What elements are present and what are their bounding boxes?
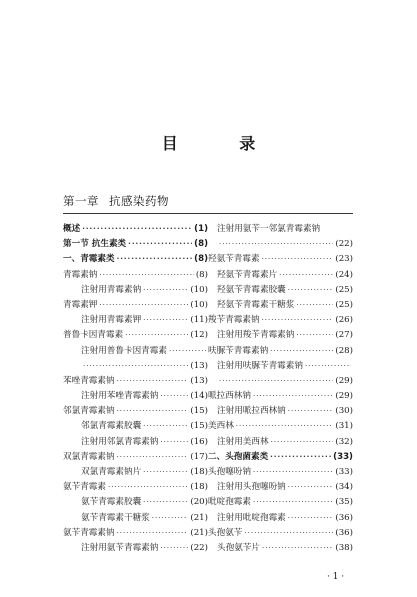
toc-entry (63, 480, 208, 495)
dot-leader (99, 298, 188, 313)
toc-heading: 目 录 (161, 134, 284, 153)
toc-entry-title: 注射用吡啶孢霉素 (217, 512, 286, 523)
toc-entry (63, 328, 208, 343)
toc-entry-page: (29) (335, 391, 353, 402)
toc-entry-page: (8) (195, 269, 208, 280)
toc-entry (63, 283, 208, 298)
toc-entry (63, 419, 208, 434)
toc-entry-page: (28) (335, 345, 353, 356)
dot-leader (169, 344, 206, 359)
dot-leader (108, 480, 188, 495)
dot-leader (143, 283, 188, 298)
toc-entry (208, 495, 353, 510)
toc-entry-title: 注射用哌拉西林钠 (217, 406, 286, 417)
toc-entry (208, 435, 353, 450)
toc-entry (208, 298, 353, 313)
dot-leader (160, 541, 188, 556)
toc-entry (63, 252, 208, 267)
toc-entry (63, 268, 208, 283)
toc-entry (63, 435, 208, 450)
toc-entry-page: (22) (190, 542, 208, 553)
toc-entry-title: 注射用美西林 (217, 436, 269, 447)
toc-entry-title: 美西林 (208, 421, 234, 432)
toc-entry-title: 头孢氨苄 (208, 527, 243, 538)
toc-entry-page: (36) (335, 527, 353, 538)
dot-leader (219, 374, 333, 389)
toc-entry-title: 头孢噻吩钠 (208, 467, 251, 477)
toc-entry-title: 注射用青霉素钾 (81, 315, 142, 326)
toc-entry-title: 双氯青霉素钠 (63, 451, 115, 462)
toc-entry (208, 541, 353, 556)
toc-entry-title: 注射用普鲁卡因青霉素 (81, 345, 167, 356)
toc-entry-page: (1) (194, 224, 208, 234)
toc-entry (63, 495, 208, 510)
toc-entry-title: 羟氨苄青霉素片 (217, 269, 278, 280)
dot-leader (305, 359, 351, 374)
toc-entry-title: 氨苄青霉素胶囊 (81, 497, 142, 508)
dot-leader (117, 450, 189, 465)
toc-entry-title: 注射用苯唑青霉素钠 (81, 391, 159, 402)
toc-entry-page: (17) (190, 451, 208, 462)
dot-leader (117, 526, 189, 541)
toc-entry (208, 268, 353, 283)
toc-entry-page: (8) (194, 254, 208, 265)
dot-leader (253, 465, 333, 480)
toc-entry (208, 389, 353, 404)
dot-leader (288, 404, 334, 419)
toc-entry-title: 二、头孢菌素类 (208, 451, 269, 462)
dot-leader (262, 541, 333, 556)
dot-leader (117, 374, 189, 389)
toc-right-column (208, 222, 353, 556)
dot-leader (262, 252, 334, 267)
toc-entry (208, 222, 353, 237)
toc-entry-page: (38) (335, 542, 353, 553)
toc-entry-page: (33) (333, 451, 353, 462)
toc-entry (208, 526, 353, 541)
chapter-heading (63, 193, 169, 209)
toc-entry (63, 359, 208, 374)
dot-leader (253, 495, 333, 510)
dot-leader (152, 511, 189, 526)
toc-entry (208, 404, 353, 419)
dot-leader (262, 313, 334, 328)
toc-entry-title: 羧苄青霉素钠 (208, 315, 260, 326)
toc-entry-page: (14) (190, 391, 208, 402)
toc-entry-page: (13) (190, 375, 208, 386)
toc-entry-page: (29) (335, 375, 353, 386)
toc-entry (208, 313, 353, 328)
toc-entry (208, 328, 353, 343)
toc-entry-title: 青霉素钾 (63, 299, 98, 310)
toc-entry-page: (22) (335, 239, 353, 250)
toc-entry-page: (18) (190, 482, 208, 493)
toc-entry-title: 注射用青霉素钠 (81, 284, 142, 295)
dot-leader (128, 237, 192, 252)
dot-leader (270, 344, 333, 359)
toc-entry-title: 氨苄青霉素 (63, 482, 106, 493)
dot-leader (288, 283, 334, 298)
toc-entry (63, 374, 208, 389)
toc-entry (208, 374, 353, 389)
toc-entry-title: 注射用头孢噻吩钠 (217, 482, 286, 493)
toc-entry-title: 羟氨苄青霉素干糖浆 (217, 299, 295, 310)
toc-entry (208, 237, 353, 252)
toc-entry (208, 344, 353, 359)
toc-entry (208, 480, 353, 495)
dot-leader (288, 511, 334, 526)
toc-entry-title: 一、青霉素类 (63, 254, 115, 265)
toc-entry-page: (21) (190, 527, 208, 538)
dot-leader (253, 389, 333, 404)
dot-leader (244, 526, 333, 541)
toc-entry (63, 298, 208, 313)
toc-entry-page: (35) (335, 497, 353, 508)
dot-leader (143, 465, 188, 480)
toc-entry-title: 注射用氨苄青霉素钠 (81, 542, 159, 553)
toc-entry (208, 511, 353, 526)
toc-entry (63, 450, 208, 465)
toc-entry-page: (27) (335, 330, 353, 341)
toc-entry-page: (15) (190, 421, 208, 432)
toc-entry-page: (23) (335, 254, 353, 265)
toc-entry-title: 第一节 抗生素类 (63, 239, 127, 250)
dot-leader (83, 359, 188, 374)
toc-entry (208, 359, 353, 374)
toc-entry-page: (20) (190, 497, 208, 508)
toc-entry (63, 511, 208, 526)
toc-entry-page: (18) (190, 467, 208, 477)
toc-entry-page: (36) (335, 512, 353, 523)
toc-entry (208, 450, 353, 465)
toc-entry-page: (8) (194, 239, 208, 250)
toc-entry-page: (12) (190, 330, 208, 341)
dot-leader (160, 389, 188, 404)
toc-entry-title: 吡啶孢霉素 (208, 497, 251, 508)
dot-leader (117, 252, 193, 267)
toc-entry-page: (10) (190, 284, 208, 295)
toc-entry-page: (24) (335, 269, 353, 280)
toc-entry-title: 羟氨苄青霉素胶囊 (217, 284, 286, 295)
dot-leader (288, 480, 334, 495)
toc-entry-title: 概述 (63, 224, 81, 234)
dot-leader (143, 495, 188, 510)
toc-entry-title: 注射用羧苄青霉素钠 (217, 330, 295, 341)
toc-entry (208, 419, 353, 434)
dot-leader (99, 268, 193, 283)
toc-entry-page: (26) (335, 315, 353, 326)
toc-entry-title: 注射用呋脲苄青霉素钠 (217, 360, 303, 371)
toc-entry-title: 青霉素钠 (63, 269, 98, 280)
toc-entry-title: 邻氯青霉素钠 (63, 406, 115, 417)
toc-entry (208, 465, 353, 480)
toc-entry-title: 呋脲苄青霉素钠 (208, 345, 269, 356)
toc-entry (208, 252, 353, 267)
toc-entry (63, 222, 208, 237)
toc-entry-title: 注射用氨苄一邻氯青霉素钠 (217, 224, 321, 234)
toc-entry-title: 头孢氨苄片 (217, 542, 260, 553)
toc-entry (208, 283, 353, 298)
chapter-divider (63, 213, 353, 214)
chapter-name: 抗感染药物 (109, 194, 169, 208)
dot-leader (143, 419, 188, 434)
toc-entry-title: 邻氯青霉素胶囊 (81, 421, 142, 432)
toc-entry-page: (11) (190, 315, 208, 326)
dot-leader (160, 435, 188, 450)
toc-entry-title: 氨苄青霉素干糖浆 (81, 512, 150, 523)
dot-leader (270, 450, 331, 465)
toc-entry-title: 普鲁卡因青霉素 (63, 330, 124, 341)
toc-entry-title: 注射用邻氯青霉素钠 (81, 436, 159, 447)
chapter-label: 第一章 (63, 194, 99, 208)
toc-entry-title: 氨苄青霉素钠 (63, 527, 115, 538)
toc-entry-page: (34) (335, 482, 353, 493)
dot-leader (271, 435, 334, 450)
dot-leader (219, 237, 333, 252)
dot-leader (236, 419, 334, 434)
toc-entry-page: (25) (335, 284, 353, 295)
toc-entry-page: (21) (190, 512, 208, 523)
toc-entry (63, 344, 208, 359)
toc-entry-page: (16) (190, 436, 208, 447)
dot-leader (125, 328, 188, 343)
toc-entry-title: 哌拉西林钠 (208, 391, 251, 402)
toc-entry-page: (25) (335, 299, 353, 310)
toc-entry (63, 465, 208, 480)
toc-entry (63, 404, 208, 419)
toc-entry-page: (33) (335, 467, 353, 477)
dot-leader (82, 222, 192, 237)
dot-leader (296, 328, 333, 343)
toc-entry-page: (30) (335, 406, 353, 417)
toc-entry-page: (32) (335, 436, 353, 447)
toc-entry (63, 389, 208, 404)
toc-entry-title: 羟氨苄青霉素 (208, 254, 260, 265)
toc-entry-page: (10) (190, 299, 208, 310)
toc-left-column (63, 222, 208, 556)
dot-leader (143, 313, 188, 328)
page-number: · 1 · (327, 572, 345, 582)
dot-leader (296, 298, 333, 313)
toc-entry (63, 313, 208, 328)
toc-entry-page: (15) (190, 406, 208, 417)
toc-entry (63, 526, 208, 541)
dot-leader (279, 268, 333, 283)
toc-entry-title: 双氯青霉素钠片 (81, 467, 142, 477)
toc-entry (63, 237, 208, 252)
toc-entry-title: 苯唑青霉素钠 (63, 375, 115, 386)
toc-entry (63, 541, 208, 556)
dot-leader (117, 404, 189, 419)
toc-entry-page: (13) (190, 360, 208, 371)
toc-entry-page: (31) (335, 421, 353, 432)
